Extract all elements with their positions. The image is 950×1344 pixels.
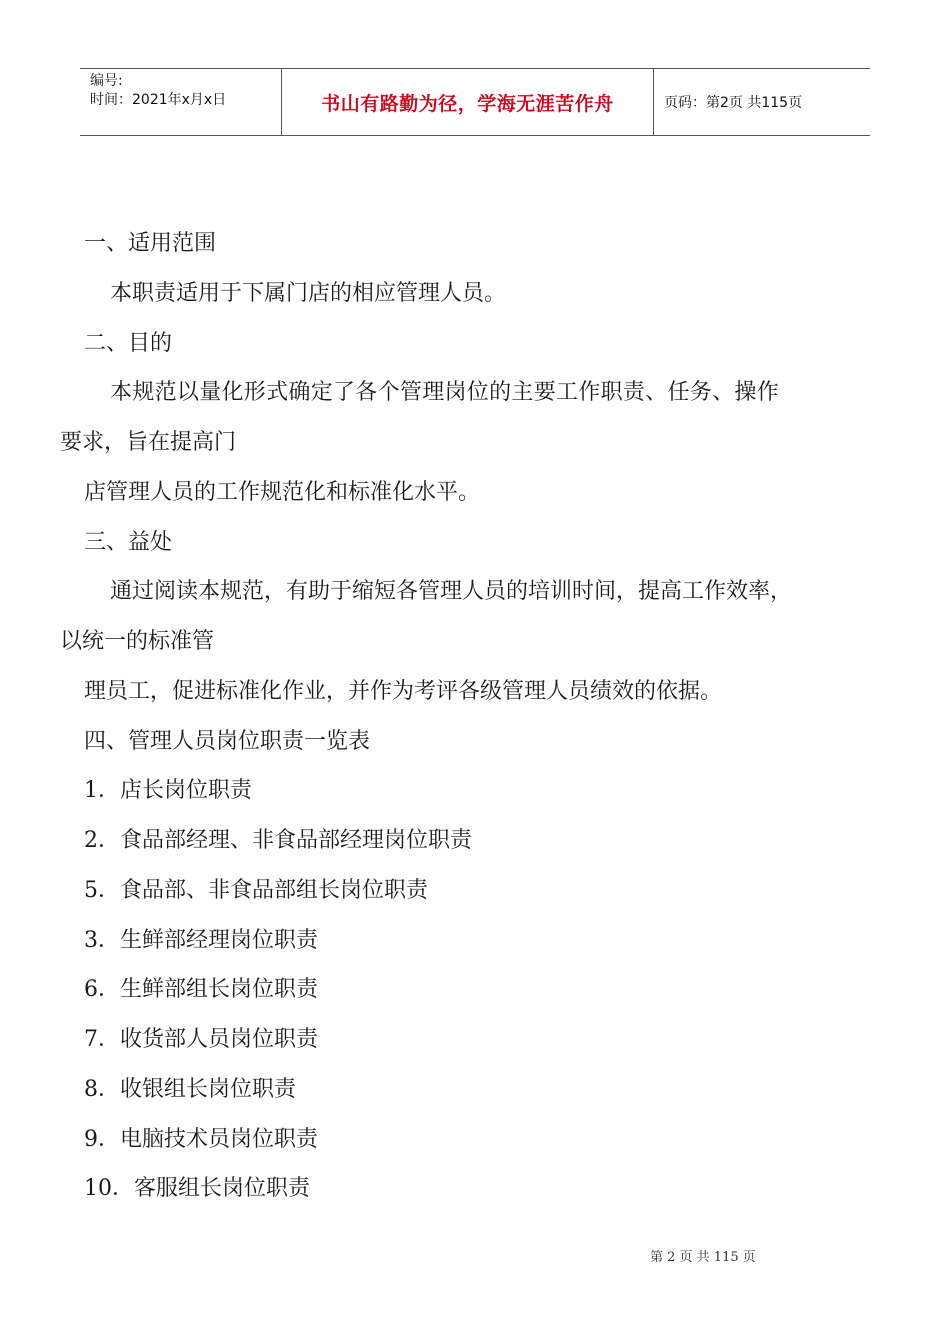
paragraph-purpose-line-1: 本规范以量化形式确定了各个管理岗位的主要工作职责、任务、操作 — [110, 380, 780, 405]
footer-page-number: 第 2 页 共 115 页 — [650, 1250, 756, 1265]
document-number-label: 编号: — [90, 73, 123, 89]
header-page-info-cell — [654, 69, 870, 135]
list-item: 3．生鲜部经理岗位职责 — [84, 928, 318, 953]
section-heading-benefits: 三、益处 — [84, 530, 173, 555]
paragraph-purpose-line-3: 店管理人员的工作规范化和标准化水平。 — [84, 480, 481, 505]
paragraph-purpose-line-2: 要求，旨在提高门 — [60, 430, 237, 455]
list-item: 1．店长岗位职责 — [84, 778, 252, 803]
document-date: 时间：2021年x月x日 — [90, 92, 227, 108]
section-heading-duty-list: 四、管理人员岗位职责一览表 — [84, 729, 371, 754]
paragraph-scope: 本职责适用于下属门店的相应管理人员。 — [110, 281, 507, 306]
list-item: 7．收货部人员岗位职责 — [84, 1027, 318, 1052]
paragraph-benefits-line-3: 理员工，促进标准化作业，并作为考评各级管理人员绩效的依据。 — [84, 679, 723, 704]
list-item: 8．收银组长岗位职责 — [84, 1077, 296, 1102]
header-motto: 书山有路勤为径，学海无涯苦作舟 — [321, 92, 614, 115]
header-motto-cell — [282, 69, 654, 135]
section-heading-purpose: 二、目的 — [84, 331, 173, 356]
list-item: 10．客服组长岗位职责 — [84, 1176, 310, 1201]
header-page-info: 页码：第2页 共115页 — [664, 95, 803, 111]
header-meta — [80, 69, 282, 135]
list-item: 9．电脑技术员岗位职责 — [84, 1127, 318, 1152]
list-item: 6．生鲜部组长岗位职责 — [84, 977, 318, 1002]
page-header — [80, 68, 870, 136]
section-heading-scope: 一、适用范围 — [84, 231, 217, 256]
list-item: 2．食品部经理、非食品部经理岗位职责 — [84, 828, 472, 853]
list-item: 5．食品部、非食品部组长岗位职责 — [84, 878, 428, 903]
paragraph-benefits-line-2: 以统一的标准管 — [60, 629, 215, 654]
paragraph-benefits-line-1: 通过阅读本规范，有助于缩短各管理人员的培训时间，提高工作效率， — [110, 579, 793, 604]
